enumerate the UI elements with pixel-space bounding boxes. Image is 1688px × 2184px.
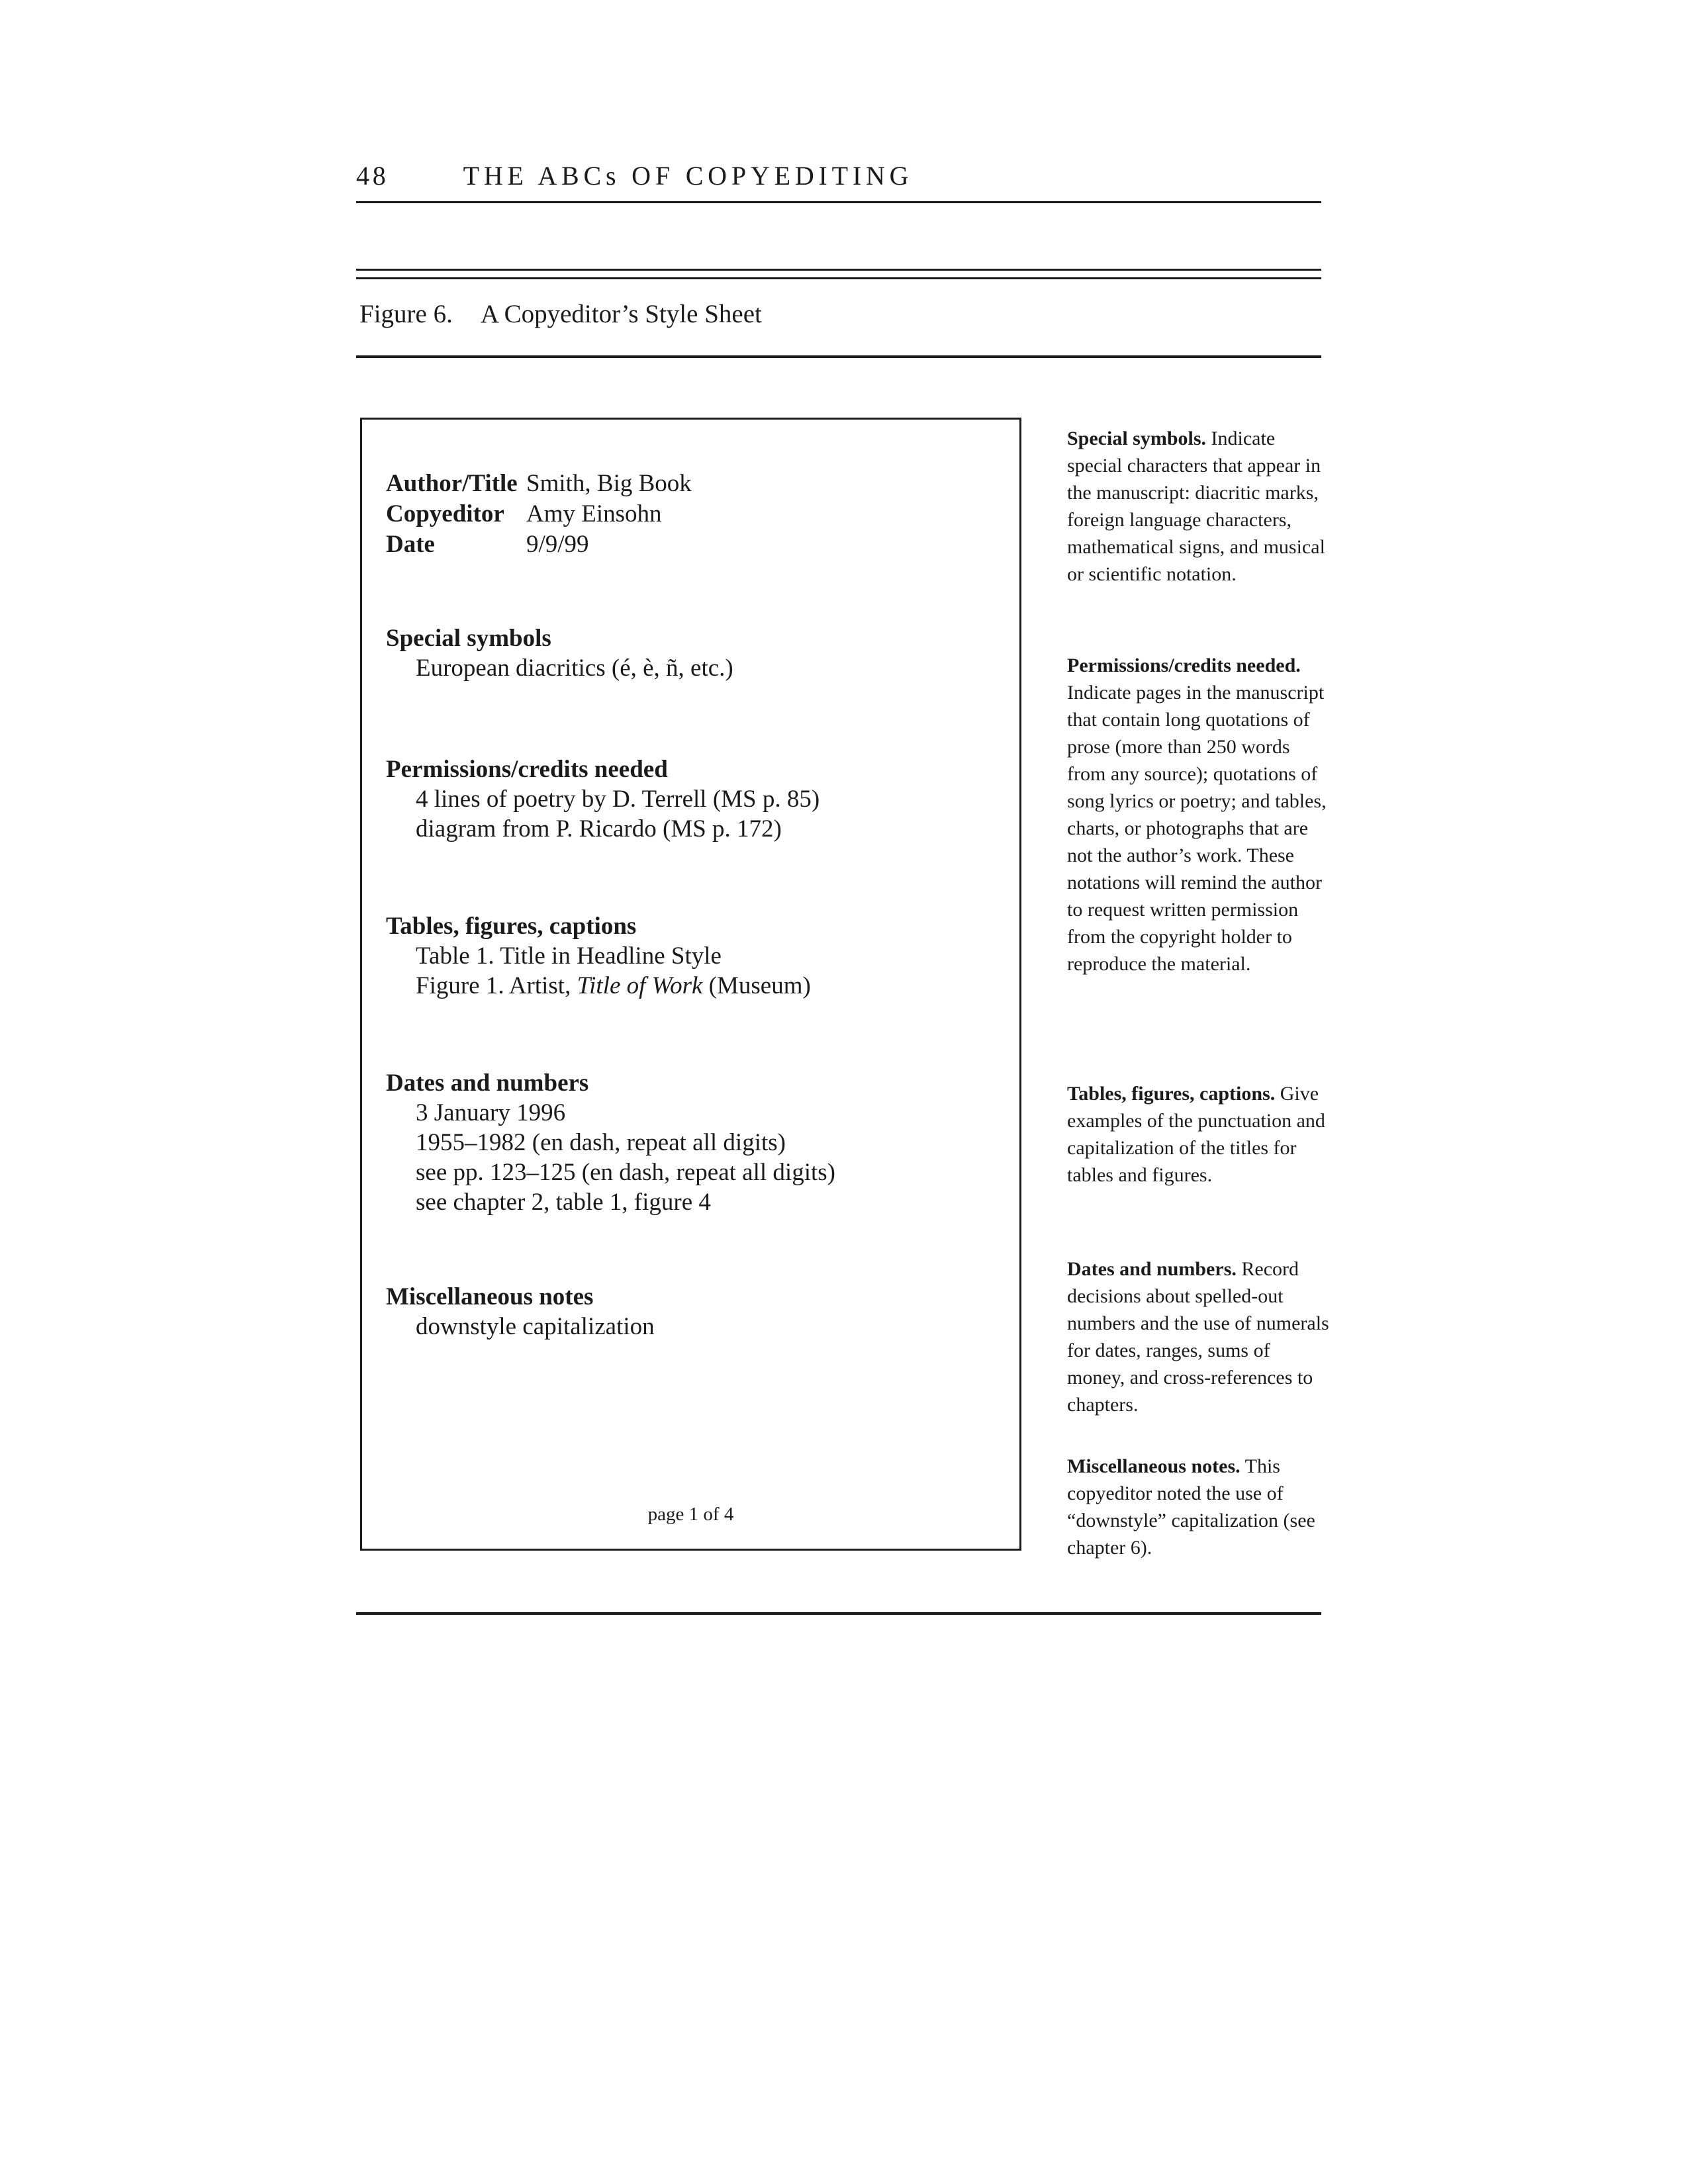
section-item: 1955–1982 (en dash, repeat all digits) (416, 1129, 786, 1156)
running-head (356, 160, 1321, 191)
section-dates-numbers (386, 1068, 1008, 1217)
section-item: see chapter 2, table 1, figure 4 (416, 1189, 711, 1216)
meta-label: Copyeditor (386, 500, 504, 527)
margin-note-lead: Special symbols. (1067, 428, 1207, 449)
running-head-rule (356, 201, 1321, 203)
section-item (416, 971, 1008, 1001)
meta-value: 9/9/99 (526, 531, 589, 558)
meta-row (386, 469, 982, 499)
section-heading: Tables, figures, captions (386, 913, 637, 940)
style-sheet-meta (386, 469, 982, 560)
margin-note-lead: Miscellaneous notes. (1067, 1455, 1241, 1477)
section-item: diagram from P. Ricardo (MS p. 172) (416, 815, 782, 842)
margin-note-lead: Dates and numbers. (1067, 1258, 1237, 1280)
double-rule (356, 269, 1321, 279)
section-permissions (386, 754, 1008, 844)
margin-note (1067, 425, 1332, 588)
figure-caption (359, 299, 762, 329)
section-heading: Dates and numbers (386, 1069, 589, 1097)
section-item: European diacritics (é, è, ñ, etc.) (416, 655, 733, 682)
margin-note-lead: Permissions/credits needed. (1067, 655, 1301, 676)
meta-label: Date (386, 531, 435, 558)
margin-note-body: This copyeditor noted the use of “downstyle” capitalization (see chapter 6). (1067, 1455, 1315, 1559)
margin-note-body: Record decisions about spelled-out numbers and the use of numerals for dates, ranges, sums of money, and cross-references to chapters. (1067, 1258, 1329, 1416)
section-heading: Special symbols (386, 625, 551, 652)
meta-value: Amy Einsohn (526, 500, 662, 527)
section-tables-figures-captions (386, 911, 1008, 1001)
section-special-symbols (386, 623, 1008, 683)
section-item: 4 lines of poetry by D. Terrell (MS p. 85) (416, 786, 820, 813)
margin-note (1067, 652, 1332, 978)
margin-note (1067, 1453, 1332, 1561)
section-heading: Miscellaneous notes (386, 1283, 594, 1310)
meta-row (386, 529, 982, 560)
figure-caption-label: Figure 6. (359, 300, 453, 328)
section-item: Table 1. Title in Headline Style (416, 942, 722, 970)
figure-caption-title: A Copyeditor’s Style Sheet (480, 300, 762, 328)
margin-note-lead: Tables, figures, captions. (1067, 1083, 1276, 1105)
figure-item-pre: Figure 1. Artist, (416, 972, 577, 999)
caption-rule (356, 355, 1321, 358)
section-item: see pp. 123–125 (en dash, repeat all digits) (416, 1159, 835, 1186)
margin-note-body: Give examples of the punctuation and capitalization of the titles for tables and figures. (1067, 1083, 1325, 1186)
figure-item-post: (Museum) (702, 972, 811, 999)
page-number: 48 (356, 161, 389, 191)
running-head-title: THE ABCs OF COPYEDITING (463, 161, 914, 191)
meta-value: Smith, Big Book (526, 470, 692, 497)
section-item: 3 January 1996 (416, 1099, 566, 1126)
section-item: downstyle capitalization (416, 1313, 655, 1340)
margin-note-body: Indicate special characters that appear in the manuscript: diacritic marks, foreign language characters, mathematical signs, and musical or scientific notation. (1067, 428, 1325, 585)
meta-row (386, 499, 982, 529)
section-miscellaneous-notes (386, 1282, 1008, 1342)
bottom-rule (356, 1612, 1321, 1615)
margin-note (1067, 1255, 1332, 1418)
margin-note-body: Indicate pages in the manuscript that contain long quotations of prose (more than 250 words from any source); quotations of song lyrics or poetry; and tables, charts, or photographs that are not the author’s work. These notations will remind the author to request written permission from the copyright holder to reproduce the material. (1067, 682, 1327, 975)
figure-item-work-title: Title of Work (577, 972, 703, 999)
meta-label: Author/Title (386, 470, 518, 497)
margin-note (1067, 1080, 1332, 1189)
section-heading: Permissions/credits needed (386, 756, 668, 783)
page-indicator: page 1 of 4 (647, 1504, 734, 1525)
